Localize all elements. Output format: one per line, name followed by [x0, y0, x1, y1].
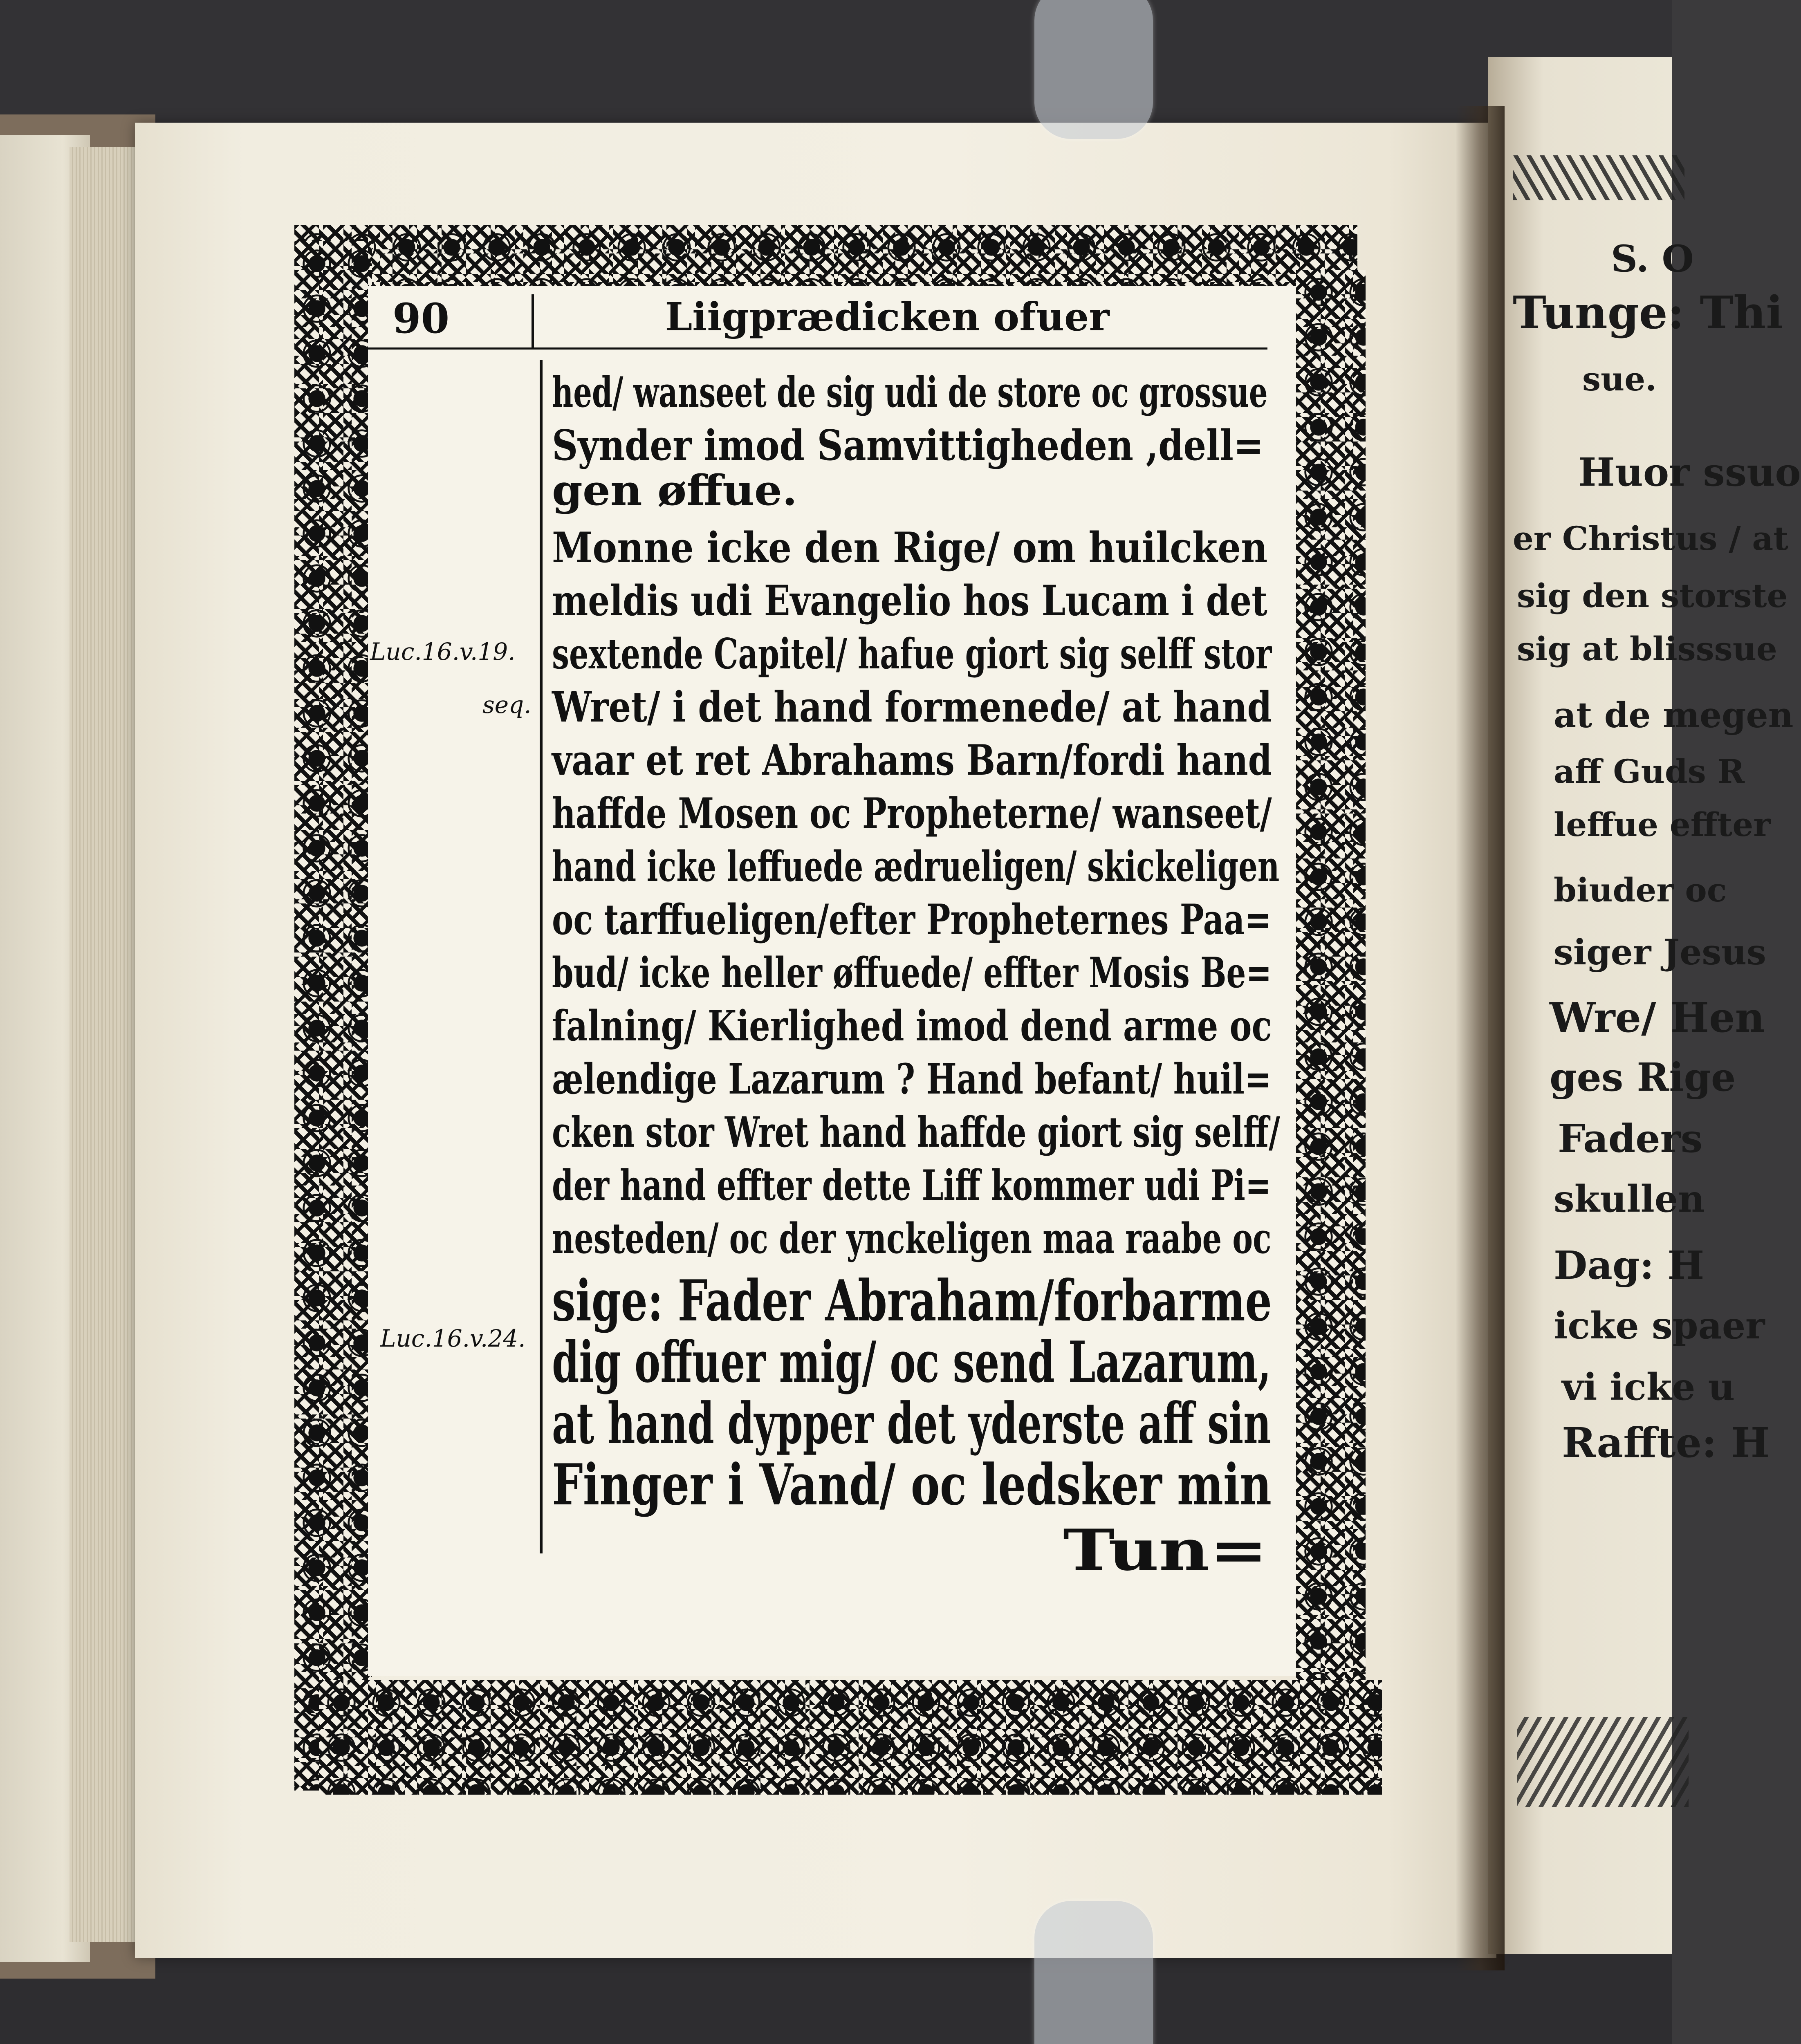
running-head: Liigprædicken ofuer: [665, 294, 1110, 340]
page-number: 90: [392, 294, 450, 343]
body-line: gen øffue.: [552, 466, 798, 515]
margin-note-luc-16-24: Luc.16.v.24.: [380, 1325, 526, 1352]
body-line: Synder imod Samvittigheden ,dell=: [552, 421, 1264, 470]
body-line: Wret/ i det hand formenede/ at hand: [552, 683, 1272, 732]
background-top: [0, 0, 1672, 123]
right-page-line: aff Guds R: [1554, 752, 1745, 791]
body-line: haffde Mosen oc Propheterne/ wanseet/: [552, 789, 1272, 838]
body-line: vaar et ret Abrahams Barn/fordi hand: [552, 736, 1272, 785]
right-page-line: ges Rige: [1550, 1055, 1736, 1100]
body-line: falning/ Kierlighed imod dend arme oc: [552, 1002, 1272, 1051]
right-page-line: icke spaer: [1554, 1304, 1765, 1347]
margin-note-seq: seq.: [482, 691, 532, 719]
body-line: Tun=: [1063, 1517, 1268, 1583]
page-clip-bottom: [1034, 1901, 1153, 2044]
body-line: hand icke leffuede ædrueligen/ skickeligen: [552, 842, 1280, 891]
ornamental-border-right: [1296, 270, 1366, 1741]
right-page-line: Wre/ Hen: [1550, 993, 1765, 1042]
ornamental-border-bottom: [319, 1680, 1382, 1795]
right-page-header: S. O: [1611, 237, 1694, 280]
body-line: sextende Capitel/ hafue giort sig selff stor: [552, 630, 1272, 679]
right-page-line: at de megen: [1554, 695, 1794, 736]
body-line: der hand effter dette Liff kommer udi Pi=: [552, 1161, 1271, 1210]
body-line: cken stor Wret hand haffde giort sig selff/: [552, 1108, 1280, 1157]
right-page-line: Raffte: H: [1562, 1419, 1770, 1467]
body-line: hed/ wanseet de sig udi de store oc grossue: [552, 368, 1268, 417]
right-page-line: Huor ssuo: [1578, 450, 1801, 495]
body-line: nesteden/ oc der ynckeligen maa raabe oc: [552, 1214, 1272, 1263]
margin-column-rule: [540, 360, 543, 1553]
ornamental-border-left: [294, 241, 372, 1791]
header-divider: [532, 294, 534, 347]
body-line: at hand dypper det yderste aff sin: [552, 1390, 1271, 1457]
body-line: meldis udi Evangelio hos Lucam i det: [552, 576, 1267, 625]
ornamental-border-top: [294, 225, 1357, 286]
body-line: dig offuer mig/ oc send Lazarum,: [552, 1329, 1272, 1395]
right-page-line: siger Jesus: [1554, 932, 1766, 973]
right-page-fragment: [1488, 57, 1801, 1954]
body-line: oc tarffueligen/efter Propheternes Paa=: [552, 895, 1272, 944]
right-page-line: sig at blisssue: [1517, 630, 1777, 668]
right-page-line: skullen: [1554, 1177, 1705, 1221]
right-page-ornament-bottom: [1517, 1717, 1689, 1807]
right-page-line: Dag: H: [1554, 1243, 1705, 1288]
right-page-ornament-top: [1513, 155, 1684, 200]
book-gutter-shadow: [1456, 106, 1505, 1970]
body-line: sige: Fader Abraham/forbarme: [552, 1267, 1272, 1334]
page-clip-top: [1034, 0, 1153, 139]
right-page-line: sig den storste: [1517, 576, 1788, 615]
right-page-line: er Christus / at: [1513, 519, 1789, 558]
right-page-line: Faders: [1558, 1116, 1703, 1161]
header-rule: [368, 347, 1267, 350]
page-header: [368, 286, 1267, 360]
background-bottom: [0, 1954, 1672, 2044]
right-page-line: Tunge: Thi: [1513, 286, 1783, 339]
body-line: bud/ icke heller øffuede/ effter Mosis Be=: [552, 948, 1272, 997]
body-line: ælendige Lazarum ? Hand befant/ huil=: [552, 1055, 1272, 1104]
right-page-line: biuder oc: [1554, 871, 1727, 909]
body-line: Monne icke den Rige/ om huilcken: [552, 523, 1268, 572]
margin-note-luc-16-19: Luc.16.v.19.: [370, 638, 516, 666]
right-page-line: leffue effter: [1554, 805, 1771, 844]
body-line: Finger i Vand/ oc ledsker min: [552, 1451, 1272, 1518]
right-page-line: vi icke u: [1562, 1365, 1735, 1409]
right-page-line: sue.: [1582, 360, 1657, 398]
